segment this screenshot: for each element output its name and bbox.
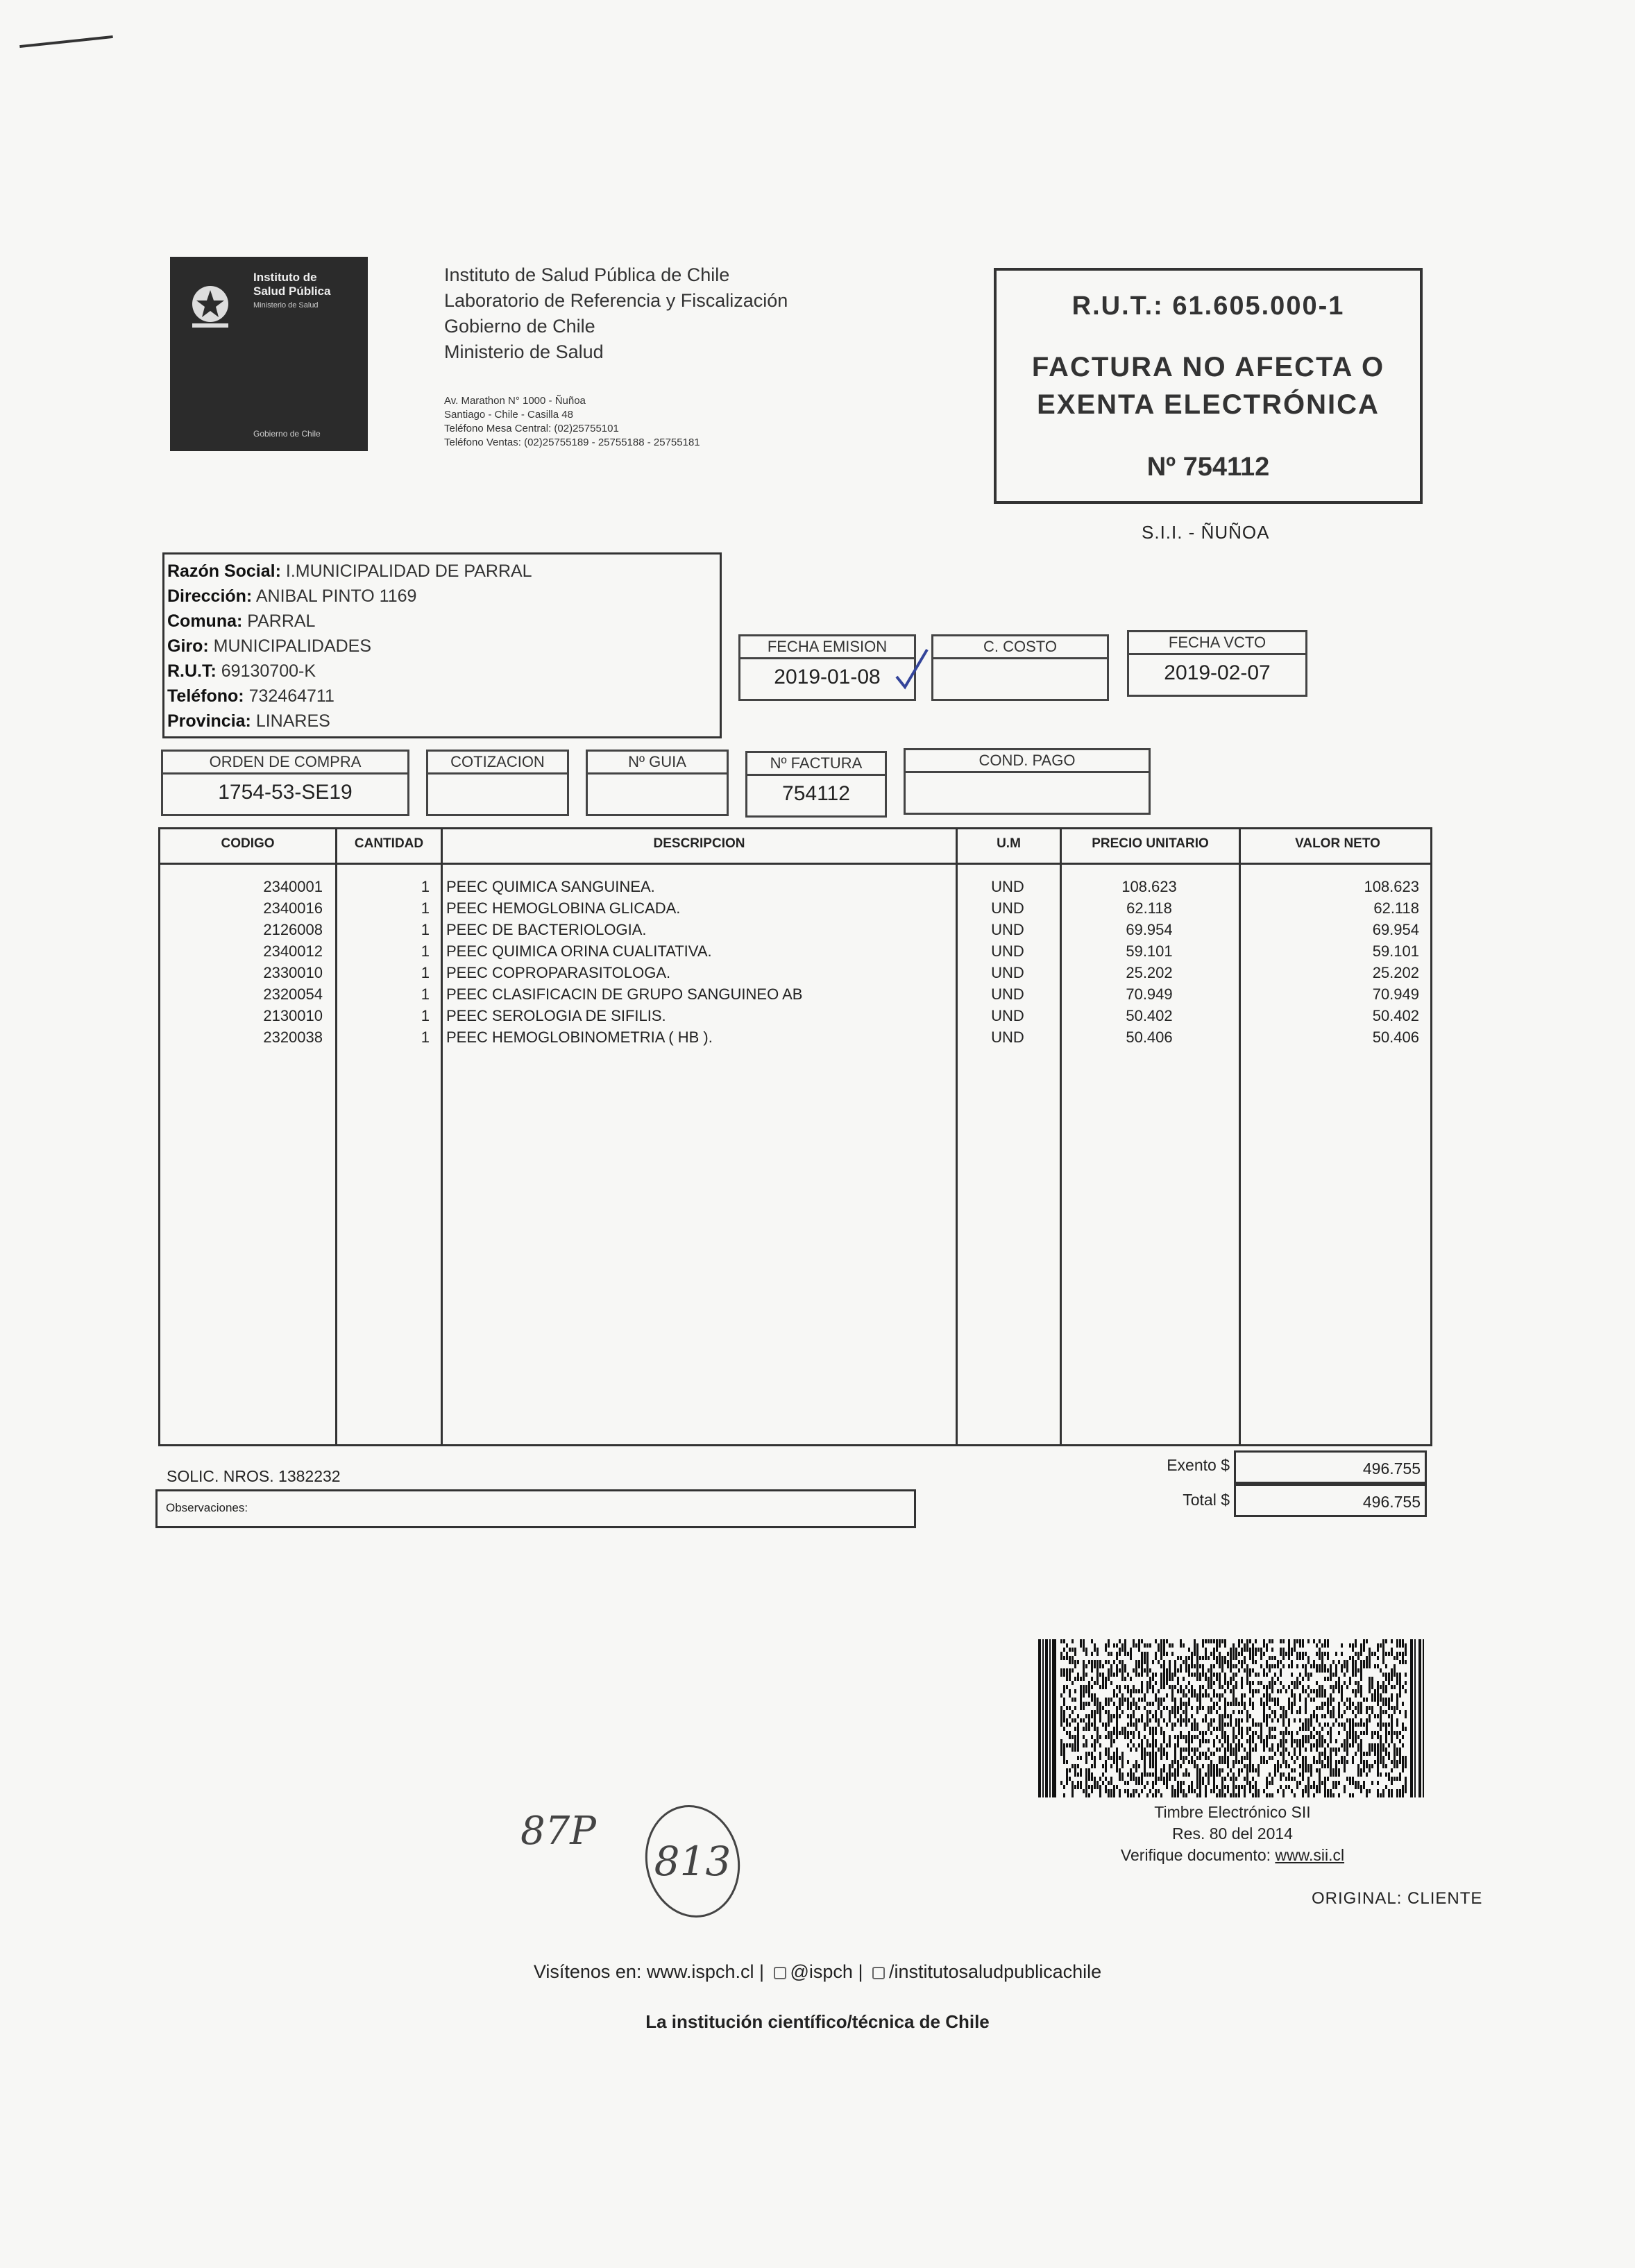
cell-cantidad: 1 [421, 1007, 430, 1024]
issuer-address [444, 394, 700, 450]
cell-um: UND [991, 921, 1024, 938]
cell-um: UND [991, 878, 1024, 895]
handwritten-note: 87P [520, 1809, 596, 1854]
table-row [160, 878, 1430, 899]
document-number: Nº 754112 [1146, 452, 1270, 482]
table-row [160, 921, 1430, 942]
header-codigo: CODIGO [221, 836, 275, 851]
twitter-icon [774, 1967, 786, 1979]
cell-precio: 25.202 [1126, 964, 1173, 981]
facebook-icon [872, 1967, 885, 1979]
cell-valor: 70.949 [1372, 985, 1419, 1003]
table-row [160, 899, 1430, 921]
cell-descripcion: PEEC HEMOGLOBINOMETRIA ( HB ). [446, 1029, 713, 1046]
cell-cantidad: 1 [421, 899, 430, 917]
table-row [160, 1029, 1430, 1050]
check-mark-icon [895, 645, 930, 694]
cell-um: UND [991, 899, 1024, 917]
cell-precio: 50.406 [1126, 1029, 1173, 1046]
timbre-electronico: Timbre Electrónico SII Res. 80 del 2014 Verifique documento: www.sii.cl [1120, 1803, 1345, 1864]
ispch-logo [170, 257, 368, 451]
cell-cantidad: 1 [421, 878, 430, 895]
footer-visit: Visítenos en: www.ispch.cl | @ispch | /institutosaludpublicachile [533, 1961, 1102, 1982]
client-rut: R.U.T: 69130700-K [167, 661, 316, 681]
cell-um: UND [991, 985, 1024, 1003]
observaciones-box: Observaciones: [155, 1489, 916, 1528]
cell-codigo: 2126008 [263, 921, 323, 938]
address-line: Teléfono Ventas: (02)25755189 - 25755188 - 25755181 [444, 437, 700, 448]
client-provincia: Provincia: LINARES [167, 711, 330, 731]
client-info [162, 552, 722, 738]
footer-tagline: La institución científico/técnica de Chile [645, 2011, 990, 2032]
handwritten-circled-number [637, 1793, 748, 1925]
issuer-rut: R.U.T.: 61.605.000-1 [1071, 291, 1345, 321]
cell-um: UND [991, 1029, 1024, 1046]
client-razon-social: Razón Social: I.MUNICIPALIDAD DE PARRAL [167, 561, 532, 581]
chile-emblem-icon [183, 278, 238, 333]
cell-precio: 70.949 [1126, 985, 1173, 1003]
cell-valor: 69.954 [1372, 921, 1419, 938]
document-type: FACTURA NO AFECTA O EXENTA ELECTRÓNICA [1031, 352, 1385, 420]
cell-valor: 50.406 [1372, 1029, 1419, 1046]
copy-label: ORIGINAL: CLIENTE [1312, 1889, 1483, 1908]
cell-valor: 108.623 [1364, 878, 1419, 895]
cell-cantidad: 1 [421, 942, 430, 960]
cotizacion-field: COTIZACION [426, 750, 569, 816]
pdf417-barcode [1038, 1639, 1427, 1797]
cell-um: UND [991, 1007, 1024, 1024]
header-valor: VALOR NETO [1295, 836, 1380, 851]
cell-valor: 62.118 [1373, 899, 1419, 917]
issuer-line: Laboratorio de Referencia y Fiscalización [444, 290, 788, 311]
table-row [160, 942, 1430, 964]
cell-cantidad: 1 [421, 985, 430, 1003]
cell-codigo: 2340016 [263, 899, 323, 917]
cell-valor: 25.202 [1372, 964, 1419, 981]
table-row [160, 1007, 1430, 1029]
issuer-line: Gobierno de Chile [444, 316, 595, 337]
table-row [160, 985, 1430, 1007]
cell-precio: 69.954 [1126, 921, 1173, 938]
items-table [158, 827, 1432, 1446]
pen-mark [19, 35, 113, 48]
orden-compra-field: ORDEN DE COMPRA 1754-53-SE19 [161, 750, 409, 816]
cell-precio: 59.101 [1126, 942, 1173, 960]
fecha-vcto-field: FECHA VCTO 2019-02-07 [1127, 630, 1307, 697]
cell-precio: 108.623 [1121, 878, 1177, 895]
client-direccion: Dirección: ANIBAL PINTO 1169 [167, 586, 417, 606]
centro-costo-field: C. COSTO [931, 634, 1109, 701]
cell-descripcion: PEEC HEMOGLOBINA GLICADA. [446, 899, 681, 917]
client-telefono: Teléfono: 732464711 [167, 686, 334, 706]
cell-um: UND [991, 942, 1024, 960]
solicitud-numbers: SOLIC. NROS. 1382232 [167, 1467, 341, 1485]
cell-descripcion: PEEC SEROLOGIA DE SIFILIS. [446, 1007, 666, 1024]
cell-valor: 59.101 [1372, 942, 1419, 960]
fecha-emision-field: FECHA EMISION 2019-01-08 [738, 634, 916, 701]
cond-pago-field: COND. PAGO [904, 748, 1151, 815]
cell-codigo: 2330010 [263, 964, 323, 981]
issuer-line: Ministerio de Salud [444, 341, 604, 362]
cell-descripcion: PEEC CLASIFICACIN DE GRUPO SANGUINEO AB [446, 985, 803, 1003]
table-row [160, 964, 1430, 985]
sii-office: S.I.I. - ÑUÑOA [1142, 522, 1270, 543]
cell-descripcion: PEEC QUIMICA SANGUINEA. [446, 878, 655, 895]
issuer-block [444, 262, 788, 365]
cell-valor: 50.402 [1372, 1007, 1419, 1024]
total-label: Total $ [1183, 1491, 1230, 1509]
address-line: Santiago - Chile - Casilla 48 [444, 409, 573, 421]
cell-codigo: 2320054 [263, 985, 323, 1003]
cell-precio: 62.118 [1126, 899, 1172, 917]
cell-codigo: 2340012 [263, 942, 323, 960]
exento-value: 496.755 [1234, 1450, 1427, 1484]
cell-descripcion: PEEC DE BACTERIOLOGIA. [446, 921, 647, 938]
cell-cantidad: 1 [421, 1029, 430, 1046]
client-comuna: Comuna: PARRAL [167, 611, 316, 631]
issuer-line: Instituto de Salud Pública de Chile [444, 264, 730, 285]
cell-precio: 50.402 [1126, 1007, 1173, 1024]
header-descripcion: DESCRIPCION [653, 836, 745, 851]
cell-descripcion: PEEC COPROPARASITOLOGA. [446, 964, 671, 981]
cell-cantidad: 1 [421, 921, 430, 938]
logo-footer: Gobierno de Chile [253, 429, 321, 439]
total-value: 496.755 [1234, 1484, 1427, 1517]
header-cantidad: CANTIDAD [354, 836, 424, 851]
guia-field: Nº GUIA [586, 750, 729, 816]
logo-subtitle: Ministerio de Salud [253, 301, 319, 310]
exento-label: Exento $ [1167, 1456, 1230, 1474]
logo-text: Instituto de Salud Pública [253, 271, 331, 298]
cell-codigo: 2340001 [263, 878, 323, 895]
svg-text:813: 813 [654, 1838, 731, 1885]
factura-field: Nº FACTURA 754112 [745, 751, 887, 818]
cell-codigo: 2320038 [263, 1029, 323, 1046]
header-um: U.M [997, 836, 1021, 851]
address-line: Teléfono Mesa Central: (02)25755101 [444, 423, 619, 434]
sii-link[interactable]: www.sii.cl [1275, 1846, 1345, 1864]
cell-um: UND [991, 964, 1024, 981]
address-line: Av. Marathon N° 1000 - Ñuñoa [444, 395, 586, 407]
client-giro: Giro: MUNICIPALIDADES [167, 636, 372, 656]
cell-cantidad: 1 [421, 964, 430, 981]
header-precio: PRECIO UNITARIO [1092, 836, 1209, 851]
cell-codigo: 2130010 [263, 1007, 323, 1024]
rut-box [994, 268, 1423, 504]
cell-descripcion: PEEC QUIMICA ORINA CUALITATIVA. [446, 942, 712, 960]
